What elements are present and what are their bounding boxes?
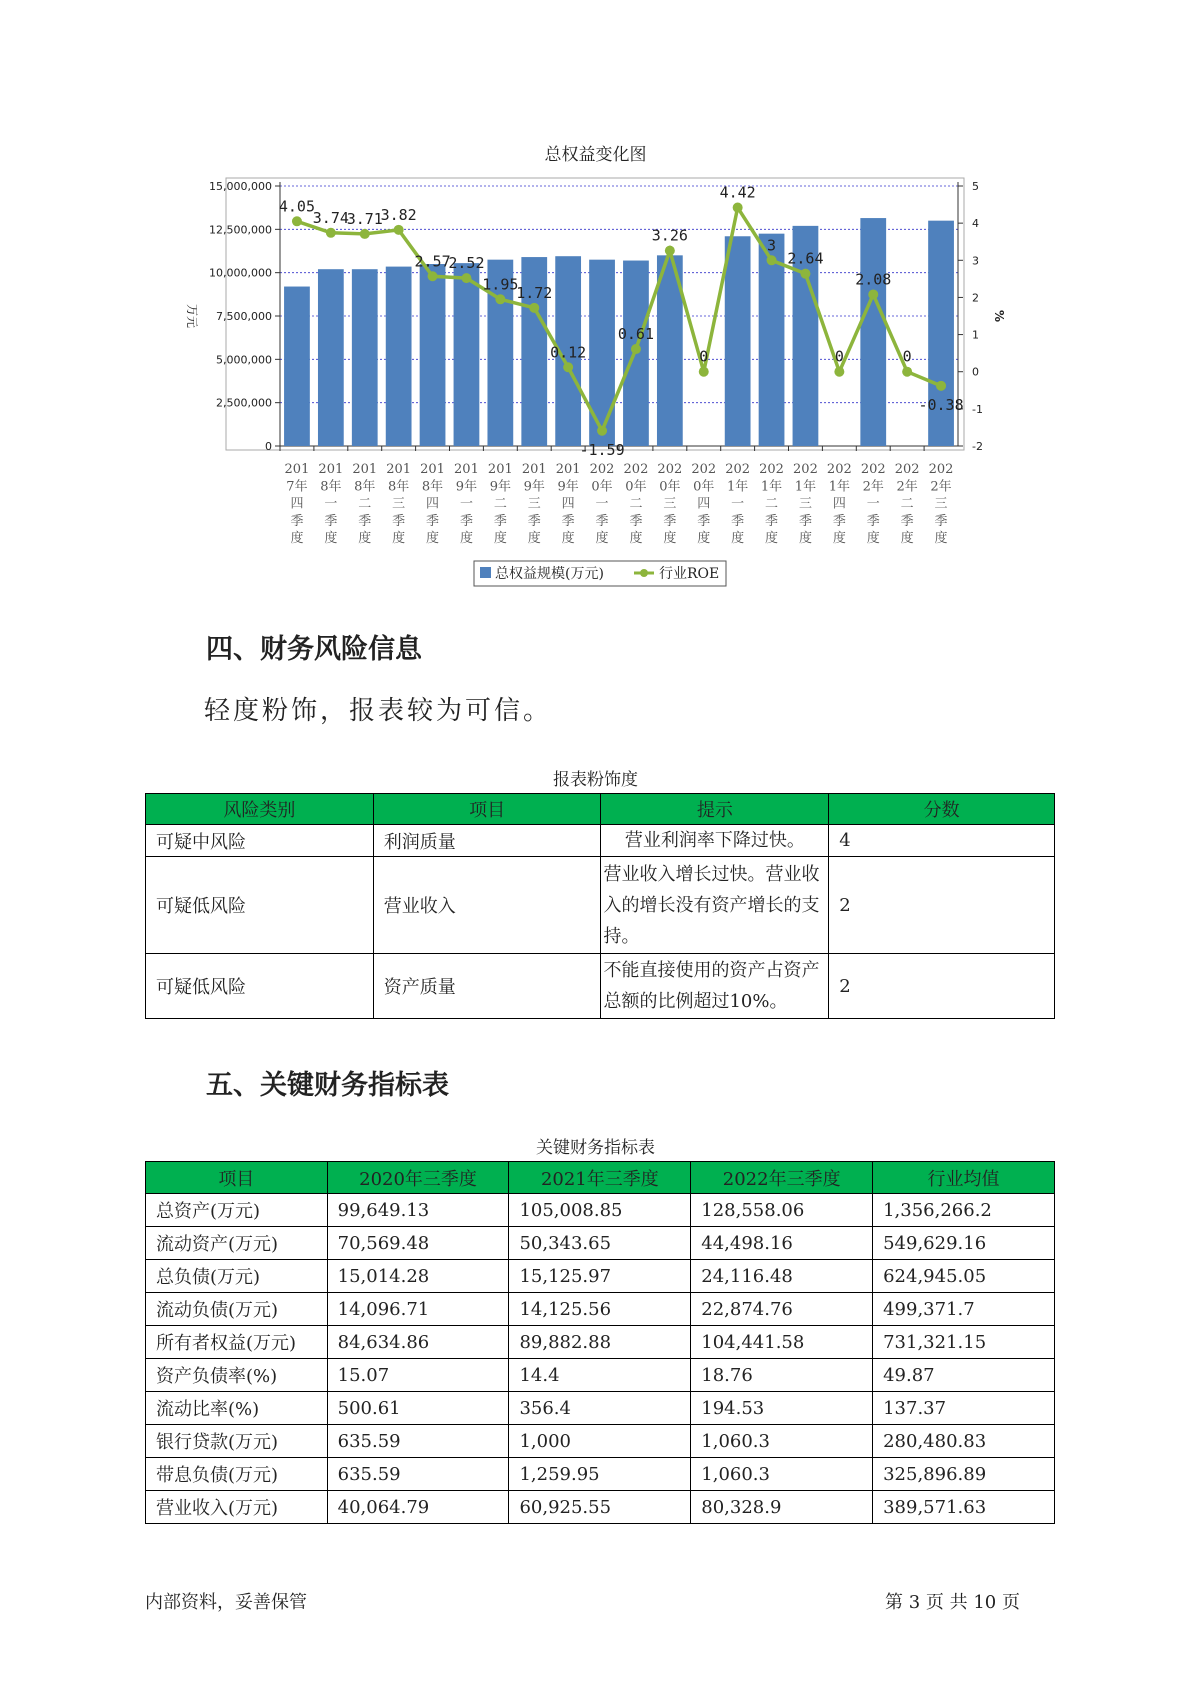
legend-line-label: 行业ROE — [659, 566, 720, 582]
x-tick-label: 202 — [623, 462, 649, 477]
risk-tip: 营业利润率下降过快。 — [601, 825, 829, 857]
fin-header-1: 2020年三季度 — [327, 1162, 509, 1194]
x-tick-label: 201 — [386, 462, 412, 477]
metric-label: 总资产(万元) — [146, 1194, 328, 1227]
metric-value: 500.61 — [327, 1392, 509, 1425]
data-label: 4.05 — [278, 197, 316, 216]
risk-tip: 营业收入增长过快。营业收入的增长没有资产增长的支持。 — [601, 857, 829, 954]
data-label: 2.52 — [448, 254, 485, 273]
metric-label: 流动资产(万元) — [146, 1227, 328, 1260]
roe-point — [360, 229, 370, 239]
x-tick-label: 季 — [629, 513, 643, 529]
x-tick-label: 202 — [860, 462, 886, 477]
x-tick-label: 三 — [798, 496, 812, 512]
x-tick-label: 二 — [493, 496, 507, 512]
legend-bar-label: 总权益规模(万元) — [495, 566, 604, 582]
bar — [420, 264, 446, 446]
x-tick-label: 2年 — [862, 479, 884, 495]
metric-value: 18.76 — [691, 1359, 873, 1392]
x-tick-label: 度 — [358, 531, 372, 547]
metric-value: 635.59 — [327, 1458, 509, 1491]
x-tick-label: 季 — [663, 513, 677, 529]
x-tick-label: 三 — [934, 496, 948, 512]
roe-point — [631, 344, 641, 354]
x-tick-label: 202 — [894, 462, 920, 477]
data-label: 4.42 — [719, 183, 756, 202]
x-tick-label: 季 — [527, 513, 541, 529]
fin-table — [145, 1161, 1055, 1524]
metric-label: 所有者权益(万元) — [146, 1326, 328, 1359]
data-label: 2.08 — [855, 270, 892, 289]
metric-value: 22,874.76 — [691, 1293, 873, 1326]
risk-item: 利润质量 — [373, 825, 601, 857]
chart-title: 总权益变化图 — [544, 145, 647, 165]
bar — [318, 269, 344, 446]
risk-summary: 轻度粉饰，报表较为可信。 — [204, 696, 553, 726]
metric-label: 带息负债(万元) — [146, 1458, 328, 1491]
x-tick-label: 季 — [900, 513, 914, 529]
data-label: 0.61 — [617, 325, 655, 344]
roe-point — [733, 203, 743, 213]
x-tick-label: 季 — [765, 513, 779, 529]
metric-label: 资产负债率(%) — [146, 1359, 328, 1392]
data-label: 0 — [699, 347, 709, 366]
data-label: 2.64 — [787, 249, 824, 268]
data-label: -1.59 — [579, 440, 625, 459]
risk-header-category: 风险类别 — [146, 794, 374, 825]
y-axis-label: 万元 — [185, 303, 199, 329]
y2-axis-label: % — [992, 309, 1006, 323]
metric-label: 流动比率(%) — [146, 1392, 328, 1425]
fin-header-0: 项目 — [146, 1162, 328, 1194]
bar — [352, 269, 378, 446]
y-tick-label: 7,500,000 — [216, 310, 272, 323]
metric-value: 80,328.9 — [691, 1491, 873, 1524]
risk-score: 4 — [829, 825, 1055, 857]
x-tick-label: 度 — [493, 531, 507, 547]
y2-tick-label: 1 — [972, 328, 979, 342]
x-tick-label: 201 — [420, 462, 445, 477]
x-tick-label: 1年 — [760, 479, 783, 495]
metric-value: 84,634.86 — [327, 1326, 509, 1359]
table-row — [146, 1425, 1055, 1458]
x-tick-label: 三 — [392, 496, 406, 512]
roe-point — [597, 426, 607, 436]
metric-value: 280,480.83 — [873, 1425, 1055, 1458]
x-tick-label: 度 — [731, 531, 745, 547]
x-tick-label: 201 — [318, 462, 344, 477]
x-tick-label: 季 — [595, 513, 609, 529]
roe-point — [699, 367, 709, 377]
y-tick-label: 10,000,000 — [209, 266, 272, 280]
y-tick-label: 12,500,000 — [209, 223, 272, 237]
roe-point — [834, 367, 844, 377]
x-tick-label: 201 — [521, 462, 547, 477]
data-label: 0.12 — [550, 343, 587, 362]
risk-score: 2 — [829, 857, 1055, 954]
y2-tick-label: -1 — [972, 402, 983, 416]
roe-point — [326, 228, 336, 238]
metric-label: 流动负债(万元) — [146, 1293, 328, 1326]
x-tick-label: 度 — [561, 531, 575, 547]
x-tick-label: 0年 — [693, 479, 715, 495]
roe-point — [495, 294, 505, 304]
metric-value: 549,629.16 — [873, 1227, 1055, 1260]
risk-item: 营业收入 — [373, 857, 601, 954]
bar — [725, 236, 751, 446]
x-tick-label: 二 — [900, 496, 914, 512]
x-tick-label: 一 — [595, 496, 609, 512]
x-tick-label: 度 — [798, 531, 812, 547]
x-tick-label: 度 — [663, 531, 677, 547]
x-tick-label: 8年 — [354, 479, 376, 495]
x-tick-label: 7年 — [286, 479, 308, 495]
roe-point — [292, 216, 302, 226]
x-tick-label: 9年 — [557, 479, 579, 495]
data-label: 1.95 — [482, 275, 519, 294]
metric-value: 104,441.58 — [691, 1326, 873, 1359]
x-tick-label: 202 — [589, 462, 615, 477]
metric-value: 731,321.15 — [873, 1326, 1055, 1359]
x-tick-label: 度 — [765, 531, 779, 547]
x-tick-label: 一 — [866, 496, 880, 512]
roe-point — [800, 269, 810, 279]
table-row — [146, 1293, 1055, 1326]
y2-tick-label: 4 — [972, 217, 979, 231]
table-row — [146, 857, 1055, 954]
metric-value: 15,125.97 — [509, 1260, 691, 1293]
metric-value: 1,000 — [509, 1425, 691, 1458]
metric-value: 50,343.65 — [509, 1227, 691, 1260]
x-tick-label: 二 — [629, 496, 643, 512]
y-tick-label: 5,000,000 — [216, 353, 272, 367]
risk-table-caption: 报表粉饰度 — [553, 770, 638, 790]
x-tick-label: 201 — [284, 462, 310, 477]
y-tick-label: 15,000,000 — [209, 180, 272, 193]
data-label: 3.74 — [312, 208, 349, 227]
x-tick-label: 季 — [358, 513, 372, 529]
x-tick-label: 三 — [527, 496, 541, 512]
x-tick-label: 度 — [527, 531, 541, 547]
bar — [386, 267, 412, 446]
metric-value: 1,259.95 — [509, 1458, 691, 1491]
x-tick-label: 202 — [725, 462, 751, 477]
x-tick-label: 9年 — [489, 479, 511, 495]
data-label: 0 — [902, 347, 912, 366]
metric-value: 356.4 — [509, 1392, 691, 1425]
roe-point — [767, 255, 777, 265]
x-tick-label: 季 — [324, 513, 338, 529]
x-tick-label: 季 — [731, 513, 745, 529]
table-row — [146, 1491, 1055, 1524]
x-tick-label: 度 — [426, 531, 440, 547]
table-row — [146, 1359, 1055, 1392]
roe-point — [902, 367, 912, 377]
x-tick-label: 季 — [832, 513, 846, 529]
x-tick-label: 四 — [832, 496, 846, 512]
fin-table-caption: 关键财务指标表 — [536, 1138, 655, 1158]
x-tick-label: 季 — [426, 513, 440, 529]
x-tick-label: 8年 — [320, 479, 342, 495]
metric-label: 总负债(万元) — [146, 1260, 328, 1293]
x-tick-label: 201 — [555, 462, 581, 477]
x-tick-label: 202 — [657, 462, 683, 477]
x-tick-label: 季 — [290, 513, 304, 529]
x-tick-label: 四 — [561, 496, 575, 512]
x-tick-label: 2年 — [896, 479, 918, 495]
legend-bar-swatch — [480, 567, 491, 578]
table-row — [146, 1260, 1055, 1293]
page-number: 第 3 页 共 10 页 — [885, 1592, 1020, 1613]
x-tick-label: 一 — [731, 496, 745, 512]
risk-header-tip: 提示 — [601, 794, 829, 825]
x-tick-label: 四 — [290, 496, 304, 512]
x-tick-label: 季 — [866, 513, 880, 529]
metric-value: 624,945.05 — [873, 1260, 1055, 1293]
risk-header-score: 分数 — [829, 794, 1055, 825]
fin-header-4: 行业均值 — [873, 1162, 1055, 1194]
x-tick-label: 8年 — [388, 479, 410, 495]
x-tick-label: 度 — [832, 531, 846, 547]
x-tick-label: 202 — [928, 462, 954, 477]
bar — [454, 263, 480, 446]
metric-value: 325,896.89 — [873, 1458, 1055, 1491]
x-tick-label: 201 — [454, 462, 479, 477]
risk-header-item: 项目 — [373, 794, 601, 825]
y-tick-label: 0 — [265, 440, 272, 453]
data-label: 0 — [834, 347, 844, 366]
data-label: 3.26 — [651, 226, 688, 245]
metric-value: 24,116.48 — [691, 1260, 873, 1293]
x-tick-label: 季 — [392, 513, 406, 529]
x-tick-label: 四 — [697, 496, 711, 512]
x-tick-label: 202 — [759, 462, 784, 477]
risk-table — [145, 793, 1055, 1019]
x-tick-label: 一 — [459, 496, 473, 512]
risk-tip: 不能直接使用的资产占资产总额的比例超过10%。 — [601, 954, 829, 1019]
table-row — [146, 954, 1055, 1019]
metric-value: 15,014.28 — [327, 1260, 509, 1293]
y2-tick-label: 0 — [972, 365, 979, 379]
x-tick-label: 度 — [629, 531, 643, 547]
legend-line-marker — [640, 569, 648, 577]
risk-category: 可疑中风险 — [146, 825, 374, 857]
x-tick-label: 度 — [595, 531, 609, 547]
metric-value: 1,356,266.2 — [873, 1194, 1055, 1227]
x-tick-label: 度 — [459, 531, 473, 547]
data-label: 2.57 — [414, 252, 451, 271]
metric-value: 1,060.3 — [691, 1425, 873, 1458]
x-tick-label: 1年 — [794, 479, 817, 495]
x-tick-label: 0年 — [591, 479, 613, 495]
data-label: 1.72 — [516, 283, 553, 302]
metric-value: 1,060.3 — [691, 1458, 873, 1491]
y2-tick-label: 3 — [972, 254, 979, 268]
roe-point — [563, 362, 573, 372]
risk-category: 可疑低风险 — [146, 954, 374, 1019]
x-tick-label: 季 — [798, 513, 812, 529]
x-tick-label: 季 — [697, 513, 711, 529]
x-tick-label: 度 — [324, 531, 338, 547]
table-row — [146, 1227, 1055, 1260]
x-tick-label: 201 — [487, 462, 513, 477]
x-tick-label: 9年 — [455, 479, 478, 495]
bar — [589, 260, 615, 446]
equity-chart — [0, 0, 1191, 600]
metric-value: 128,558.06 — [691, 1194, 873, 1227]
metric-label: 银行贷款(万元) — [146, 1425, 328, 1458]
table-row — [146, 1194, 1055, 1227]
bar — [860, 218, 886, 446]
x-tick-label: 0年 — [625, 479, 647, 495]
x-tick-label: 季 — [459, 513, 473, 529]
fin-header-3: 2022年三季度 — [691, 1162, 873, 1194]
table-row — [146, 1458, 1055, 1491]
fin-header-2: 2021年三季度 — [509, 1162, 691, 1194]
x-tick-label: 度 — [290, 531, 304, 547]
data-label: -0.38 — [918, 395, 964, 414]
roe-point — [529, 303, 539, 313]
metric-value: 635.59 — [327, 1425, 509, 1458]
x-tick-label: 度 — [866, 531, 880, 547]
metric-value: 60,925.55 — [509, 1491, 691, 1524]
metric-value: 40,064.79 — [327, 1491, 509, 1524]
y-tick-label: 2,500,000 — [216, 396, 272, 410]
x-tick-label: 1年 — [727, 479, 749, 495]
x-tick-label: 0年 — [659, 479, 681, 495]
section5-title: 五、关键财务指标表 — [206, 1070, 449, 1101]
metric-value: 14,125.56 — [509, 1293, 691, 1326]
x-tick-label: 8年 — [421, 479, 444, 495]
x-tick-label: 四 — [426, 496, 440, 512]
x-tick-label: 度 — [900, 531, 914, 547]
x-tick-label: 202 — [793, 462, 818, 477]
x-tick-label: 9年 — [523, 479, 545, 495]
x-tick-label: 2年 — [930, 479, 952, 495]
metric-value: 89,882.88 — [509, 1326, 691, 1359]
y2-tick-label: 2 — [972, 291, 979, 305]
x-tick-label: 202 — [691, 462, 717, 477]
x-tick-label: 度 — [392, 531, 406, 547]
data-label: 3.82 — [380, 205, 417, 224]
roe-point — [428, 271, 438, 281]
roe-point — [665, 246, 675, 256]
metric-value: 389,571.63 — [873, 1491, 1055, 1524]
x-tick-label: 202 — [826, 462, 852, 477]
metric-value: 14.4 — [509, 1359, 691, 1392]
risk-score: 2 — [829, 954, 1055, 1019]
metric-label: 营业收入(万元) — [146, 1491, 328, 1524]
x-tick-label: 季 — [561, 513, 575, 529]
metric-value: 137.37 — [873, 1392, 1055, 1425]
table-row — [146, 1326, 1055, 1359]
metric-value: 99,649.13 — [327, 1194, 509, 1227]
metric-value: 194.53 — [691, 1392, 873, 1425]
roe-point — [868, 289, 878, 299]
section4-title: 四、财务风险信息 — [206, 634, 422, 665]
x-tick-label: 201 — [352, 462, 378, 477]
metric-value: 15.07 — [327, 1359, 509, 1392]
x-tick-label: 二 — [358, 496, 372, 512]
risk-category: 可疑低风险 — [146, 857, 374, 954]
x-tick-label: 季 — [493, 513, 507, 529]
x-tick-label: 二 — [765, 496, 779, 512]
x-tick-label: 一 — [324, 496, 338, 512]
roe-point — [461, 273, 471, 283]
data-label: 3 — [767, 236, 777, 255]
metric-value: 70,569.48 — [327, 1227, 509, 1260]
table-row — [146, 1392, 1055, 1425]
y2-tick-label: -2 — [972, 440, 983, 453]
x-tick-label: 度 — [934, 531, 948, 547]
roe-point — [394, 225, 404, 235]
table-row — [146, 825, 1055, 857]
data-label: 3.71 — [346, 209, 383, 228]
metric-value: 499,371.7 — [873, 1293, 1055, 1326]
risk-item: 资产质量 — [373, 954, 601, 1019]
metric-value: 44,498.16 — [691, 1227, 873, 1260]
footer-note: 内部资料，妥善保管 — [145, 1592, 307, 1613]
metric-value: 49.87 — [873, 1359, 1055, 1392]
x-tick-label: 三 — [663, 496, 677, 512]
bar — [284, 287, 310, 446]
x-tick-label: 度 — [697, 531, 711, 547]
x-tick-label: 季 — [934, 513, 948, 529]
x-tick-label: 1年 — [828, 479, 850, 495]
y2-tick-label: 5 — [972, 180, 979, 193]
metric-value: 105,008.85 — [509, 1194, 691, 1227]
roe-point — [936, 381, 946, 391]
metric-value: 14,096.71 — [327, 1293, 509, 1326]
